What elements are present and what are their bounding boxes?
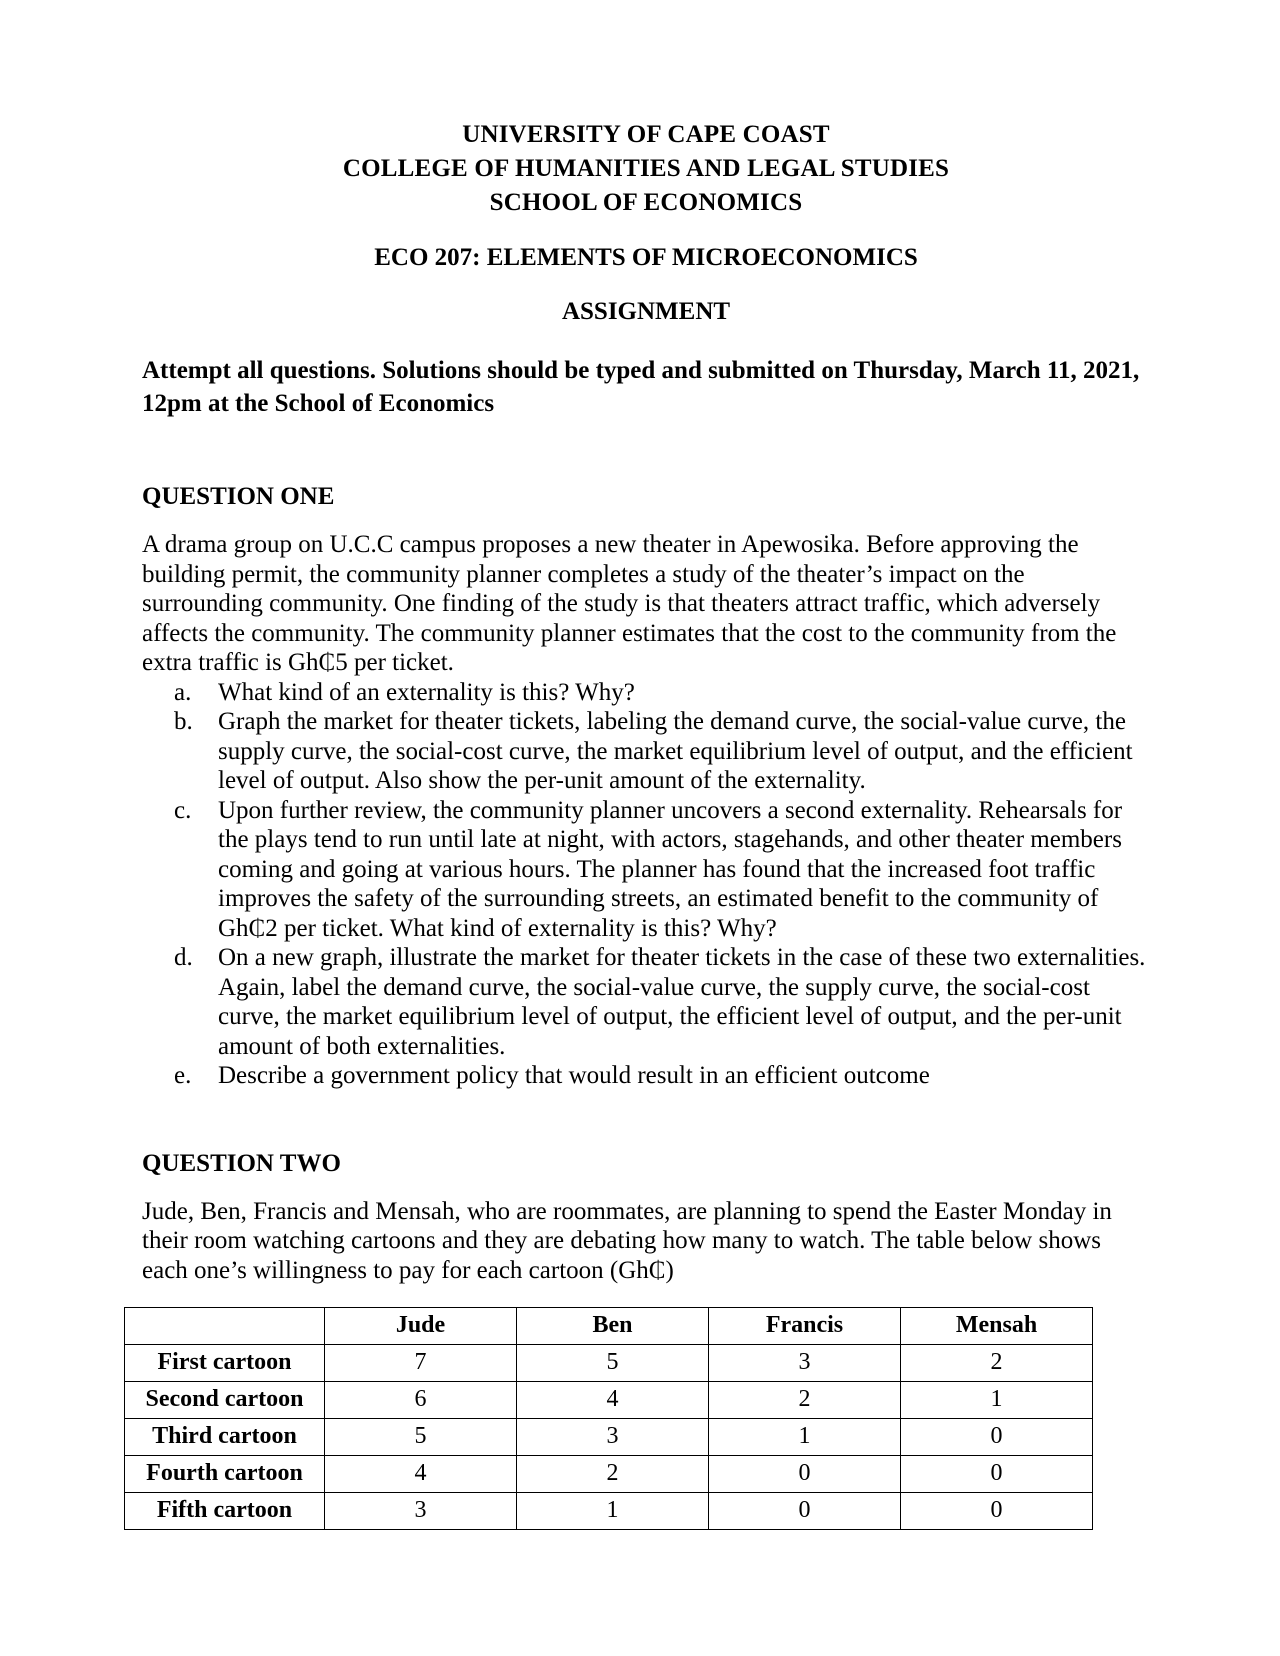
table-cell: 7 xyxy=(325,1345,517,1382)
header-school: SCHOOL OF ECONOMICS xyxy=(489,189,803,216)
list-item-text: Graph the market for theater tickets, labeling the demand curve, the social-value curve, the supply curve, the social-cost curve, the market equilibrium level of output, and the efficient level of output. Also show the per-unit amount of the externality. xyxy=(218,708,1133,794)
table-cell: 4 xyxy=(325,1456,517,1493)
question-one-items xyxy=(142,678,1150,1091)
list-item xyxy=(142,796,1150,944)
table-cell: 5 xyxy=(517,1345,709,1382)
table-row-label: Fifth cartoon xyxy=(125,1493,325,1530)
table-corner-cell xyxy=(125,1308,325,1345)
list-item-text: What kind of an externality is this? Why? xyxy=(218,678,635,706)
table-row xyxy=(125,1419,1093,1456)
list-item xyxy=(142,943,1150,1061)
table-column-header: Jude xyxy=(325,1308,517,1345)
table-row xyxy=(125,1345,1093,1382)
table-cell: 0 xyxy=(709,1493,901,1530)
list-item-text: On a new graph, illustrate the market for theater tickets in the case of these two externalities. Again, label the demand curve, the social-value curve, the supply curve, the social-cost curve, the market equilibrium level of output, the efficient level of output, and the per-unit amount of both externalities. xyxy=(218,944,1146,1060)
table-row-label: First cartoon xyxy=(125,1345,325,1382)
table-cell: 1 xyxy=(517,1493,709,1530)
question-one-intro: A drama group on U.C.C campus proposes a new theater in Apewosika. Before approving the building permit, the community planner completes a study of the theater’s impact on the surrounding community. One finding of the study is that theaters attract traffic, which adversely affects the community. The community planner estimates that the cost to the community from the extra traffic is Gh₵5 per ticket. xyxy=(142,531,1117,676)
table-header-row xyxy=(125,1308,1093,1345)
header-course-code: ECO 207: ELEMENTS OF MICROECONOMICS xyxy=(374,244,918,271)
table-cell: 0 xyxy=(901,1456,1093,1493)
list-item-text: Upon further review, the community planner uncovers a second externality. Rehearsals for the plays tend to run until late at night, with actors, stagehands, and other theater members coming and going at various hours. The planner has found that the increased foot traffic improves the safety of the surrounding streets, an estimated benefit to the community of Gh₵2 per ticket. What kind of externality is this? Why? xyxy=(218,796,1123,942)
willingness-to-pay-table xyxy=(124,1307,1093,1530)
spacer-after-course xyxy=(142,274,1150,296)
document-header xyxy=(142,118,1150,220)
list-item-text: Describe a government policy that would result in an efficient outcome xyxy=(218,1062,930,1089)
list-marker: b. xyxy=(174,708,193,735)
table-cell: 3 xyxy=(325,1493,517,1530)
table-cell: 1 xyxy=(709,1419,901,1456)
list-marker: c. xyxy=(174,796,192,824)
table-cell: 5 xyxy=(325,1419,517,1456)
table-cell: 0 xyxy=(709,1456,901,1493)
table-cell: 3 xyxy=(709,1345,901,1382)
table-cell: 2 xyxy=(709,1382,901,1419)
table-cell: 3 xyxy=(517,1419,709,1456)
list-item xyxy=(142,707,1150,796)
table-cell: 1 xyxy=(901,1382,1093,1419)
header-document-type: ASSIGNMENT xyxy=(561,298,731,325)
list-item xyxy=(142,1061,1150,1091)
list-item xyxy=(142,678,1150,708)
question-one-heading: QUESTION ONE xyxy=(142,483,335,510)
table-row-label: Second cartoon xyxy=(125,1382,325,1419)
table-cell: 6 xyxy=(325,1382,517,1419)
table-cell: 0 xyxy=(901,1493,1093,1530)
table-row-label: Third cartoon xyxy=(125,1419,325,1456)
table-row xyxy=(125,1493,1093,1530)
table-column-header: Ben xyxy=(517,1308,709,1345)
table-cell: 0 xyxy=(901,1419,1093,1456)
question-two-heading: QUESTION TWO xyxy=(142,1149,341,1177)
table-column-header: Francis xyxy=(709,1308,901,1345)
table-cell: 4 xyxy=(517,1382,709,1419)
table-row xyxy=(125,1456,1093,1493)
table-cell: 2 xyxy=(901,1345,1093,1382)
spacer-after-school xyxy=(142,220,1150,242)
list-marker: d. xyxy=(174,944,193,971)
assignment-instruction: Attempt all questions. Solutions should be typed and submitted on Thursday, March 11, 2021, 12pm at the School of Economics xyxy=(142,357,1140,417)
list-marker: e. xyxy=(174,1062,192,1089)
question-two-intro: Jude, Ben, Francis and Mensah, who are roommates, are planning to spend the Easter Monday in their room watching cartoons and they are debating how many to watch. The table below shows each one’s willingness to pay for each cartoon (Gh₵) xyxy=(142,1197,1112,1284)
header-college: COLLEGE OF HUMANITIES AND LEGAL STUDIES xyxy=(342,155,950,182)
table-cell: 2 xyxy=(517,1456,709,1493)
table-row xyxy=(125,1382,1093,1419)
table-column-header: Mensah xyxy=(901,1308,1093,1345)
header-university: UNIVERSITY OF CAPE COAST xyxy=(462,121,830,148)
list-marker: a. xyxy=(174,678,192,706)
table-row-label: Fourth cartoon xyxy=(125,1456,325,1493)
